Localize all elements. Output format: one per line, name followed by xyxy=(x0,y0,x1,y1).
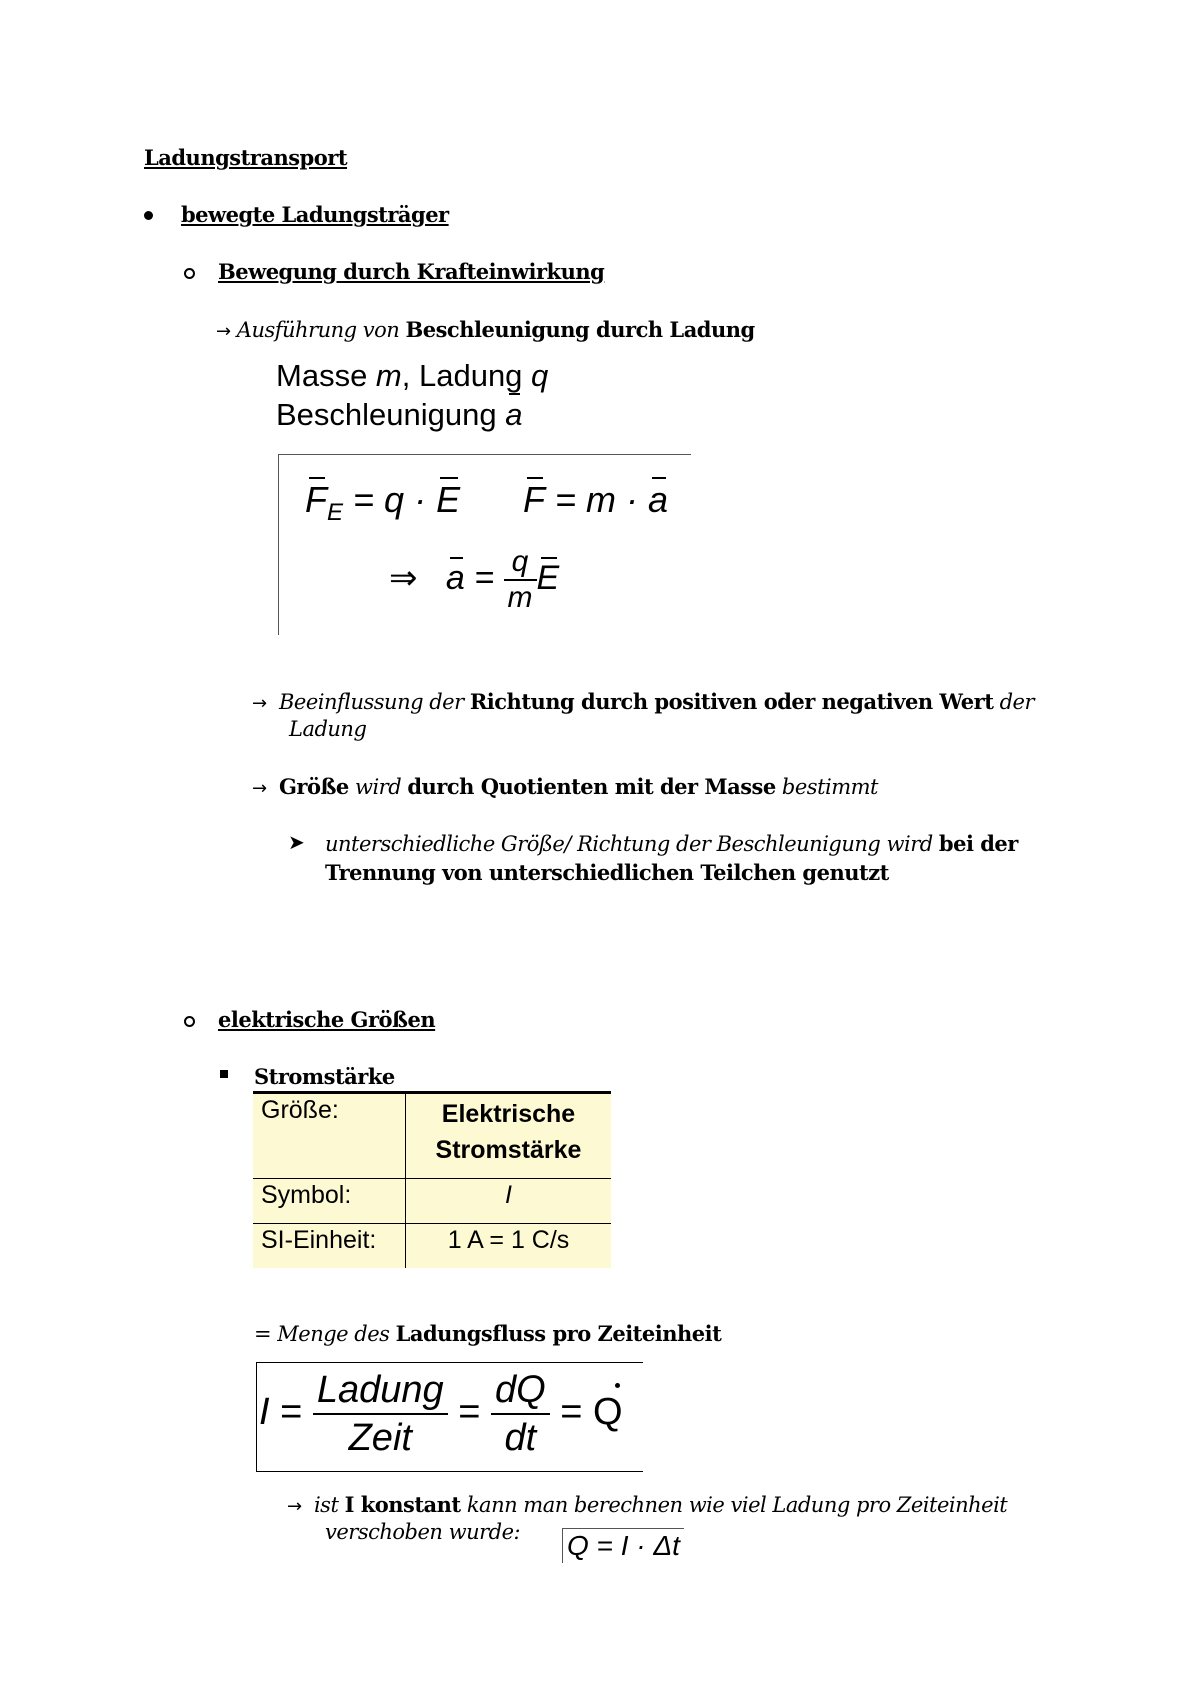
arrow-line-beschleunigung: → Ausführung von Beschleunigung durch Ladung xyxy=(216,317,755,342)
table-cell-label: Symbol: xyxy=(253,1179,406,1224)
subpoint-trennung: unterschiedliche Größe/ Richtung der Beschleunigung wird bei der xyxy=(325,831,1018,856)
heading-stromstaerke: Stromstärke xyxy=(254,1064,395,1089)
formula-box-current xyxy=(256,1362,643,1472)
point-konstant: → ist I konstant kann man berechnen wie viel Ladung pro Zeiteinheit xyxy=(287,1492,1008,1517)
bullet-disc-icon xyxy=(144,211,153,220)
figure-text-masse: Masse m, Ladung q xyxy=(276,358,549,393)
table-cell-label: SI-Einheit: xyxy=(253,1224,406,1269)
formula-a-q-m-e: ⇒ a = $\frac{q}{m}$ E xyxy=(389,545,560,614)
bullet-circle-icon xyxy=(184,1016,195,1027)
heading-elektrische-groessen: elektrische Größen xyxy=(218,1007,436,1032)
si-table xyxy=(253,1091,611,1268)
subpoint-trennung-cont: Trennung von unterschiedlichen Teilchen genutzt xyxy=(325,860,889,885)
table-cell-value: 1 A = 1 C/s xyxy=(406,1224,612,1269)
right-arrow-icon: → xyxy=(252,693,267,714)
heading-bewegung-krafteinwirkung: Bewegung durch Krafteinwirkung xyxy=(218,259,605,284)
arrowhead-bullet-icon: ➤ xyxy=(288,830,305,854)
bullet-circle-icon xyxy=(184,268,195,279)
dot-accent-icon xyxy=(615,1383,620,1388)
point-groesse: → Größe wird durch Quotienten mit der Masse bestimmt xyxy=(252,774,878,799)
bullet-square-icon xyxy=(220,1070,228,1078)
table-cell-label: Größe: xyxy=(253,1093,406,1179)
point-richtung: → Beeinflussung der Richtung durch positiven oder negativen Wert der xyxy=(252,689,1035,714)
right-arrow-icon: → xyxy=(287,1496,302,1517)
point-richtung-cont: Ladung xyxy=(289,717,367,741)
definition-stromstaerke: = Menge des Ladungsfluss pro Zeiteinheit xyxy=(254,1321,722,1346)
table-cell-value: I xyxy=(406,1179,612,1224)
formula-f-ma: F = m · a xyxy=(523,479,669,520)
page-title: Ladungstransport xyxy=(144,145,348,170)
formula-box-force xyxy=(278,454,691,635)
formula-current: I = $\frac{\text{Ladung}}{\text{Zeit}}$ = $\frac{dQ}{dt}$ = Q xyxy=(259,1369,623,1459)
formula-fe: $F_E = q \cdot E$ xyxy=(305,479,461,527)
table-cell-value: Elektrische Stromstärke xyxy=(406,1093,612,1179)
point-konstant-cont: verschoben wurde: xyxy=(325,1520,521,1544)
formula-q-it: Q = I · Δt xyxy=(562,1528,684,1563)
right-arrow-icon: → xyxy=(216,321,231,342)
heading-bewegte-ladungstraeger: bewegte Ladungsträger xyxy=(181,202,449,227)
right-arrow-icon: → xyxy=(252,778,267,799)
figure-text-beschleunigung: Beschleunigung a xyxy=(276,395,522,435)
